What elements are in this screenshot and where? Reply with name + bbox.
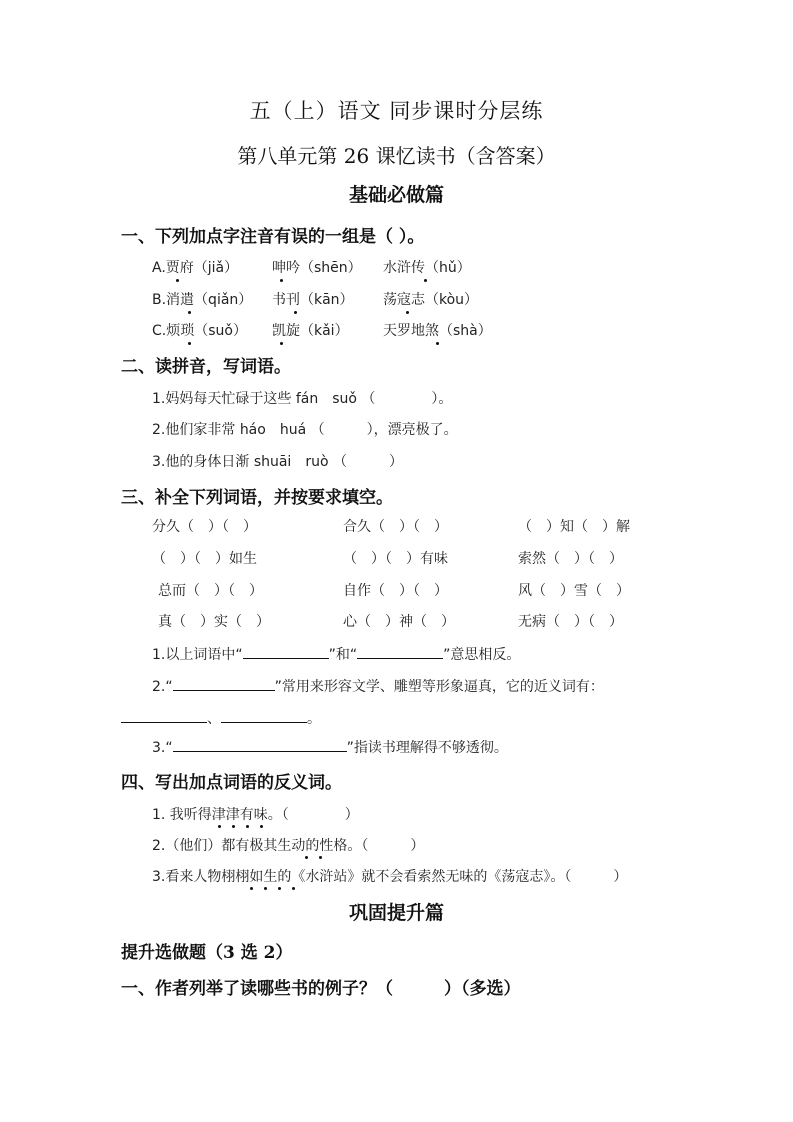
emphasis-dot — [218, 825, 221, 828]
q2-item-1 — [152, 388, 452, 408]
emphasis-dot — [260, 825, 263, 828]
question-4-title: 四、写出加点词语的反义词。 — [121, 773, 342, 793]
q4-item-2[interactable]: 2.（他们）都有极其生动的性格。（ ） — [152, 838, 425, 854]
emphasis-dot — [278, 887, 281, 890]
q2-item-3-text: 3.他的身体日渐 — [152, 454, 250, 470]
q2-item-2-text: 2.他们家非常 — [152, 422, 236, 438]
q3-sub-1 — [152, 643, 520, 664]
q3-sub-3-text-a: 3.“ — [152, 740, 173, 756]
q3-sub-2-blank-2[interactable] — [121, 707, 207, 723]
q2-item-3 — [152, 451, 403, 471]
emphasis-dot — [436, 342, 439, 345]
emphasis-dot — [188, 342, 191, 345]
q3-sub-2-text-b: ”常用来形容文学、雕塑等形象逼真，它的近义词有： — [274, 679, 604, 695]
q1-option-c-3: 天罗地煞（shà） — [383, 323, 492, 339]
emphasis-dot — [305, 856, 308, 859]
q2-item-2 — [152, 419, 458, 439]
emphasis-dot — [188, 311, 191, 314]
q2-item-1-text: 1.妈妈每天忙碌于这些 — [152, 391, 292, 407]
q3-sub-2-blank-1[interactable] — [173, 675, 275, 691]
emphasis-dot — [294, 311, 297, 314]
q1-option-a-3: 水浒传（hǔ） — [383, 260, 471, 276]
q3-sub-1-blank-1[interactable] — [243, 643, 329, 659]
q3-idiom[interactable]: 分久（ ）（ ） — [152, 519, 257, 535]
q1-option-c-2: 凯旋（kǎi） — [272, 323, 349, 339]
advanced-question-1: 一、作者列举了读哪些书的例子？（ ）（多选） — [121, 979, 521, 999]
emphasis-dot — [232, 825, 235, 828]
page-subtitle: 第八单元第 26 课忆读书（含答案） — [237, 144, 556, 168]
q3-sub-1-text-c: ”意思相反。 — [443, 647, 521, 663]
q2-item-1-pinyin: fán suǒ — [295, 391, 357, 407]
q3-idiom[interactable]: 真（ ）实（ ） — [158, 614, 270, 630]
q3-idiom[interactable]: 风（ ）雪（ ） — [518, 583, 630, 599]
question-1-title: 一、下列加点字注音有误的一组是（ ）。 — [121, 227, 425, 247]
emphasis-dot — [246, 825, 249, 828]
emphasis-dot — [424, 279, 427, 282]
q3-idiom[interactable]: （ ）（ ）有味 — [343, 551, 448, 567]
q3-sub-1-blank-2[interactable] — [357, 643, 443, 659]
q1-option-a-1: A.贾府（jiǎ） — [152, 260, 239, 276]
q4-item-1[interactable]: 1. 我听得津津有味。（ ） — [152, 807, 359, 823]
q3-idiom[interactable]: 总而（ ）（ ） — [158, 583, 263, 599]
q3-sub-1-text-b: ”和“ — [328, 647, 358, 663]
page-title: 五（上）语文 同步课时分层练 — [249, 99, 544, 123]
q3-sub-2-blank-3[interactable] — [221, 707, 307, 723]
q3-sub-3 — [152, 736, 508, 757]
emphasis-dot — [250, 887, 253, 890]
q2-item-1-answer-blank[interactable]: （ ）。 — [361, 391, 453, 407]
q3-sub-2-text-a: 2.“ — [152, 679, 173, 695]
emphasis-dot — [280, 279, 283, 282]
q3-sub-3-blank[interactable] — [173, 736, 347, 752]
q3-sub-2-synonyms — [121, 707, 321, 728]
q2-item-2-answer-blank[interactable]: （ ），漂亮极了。 — [310, 422, 458, 438]
q1-option-a-2: 呻吟（shēn） — [272, 260, 362, 276]
q3-idiom[interactable]: 心（ ）神（ ） — [343, 614, 455, 630]
q3-sub-2-end: 。 — [307, 711, 321, 727]
emphasis-dot — [292, 887, 295, 890]
emphasis-dot — [319, 856, 322, 859]
q3-idiom[interactable]: （ ）知（ ）解 — [518, 519, 630, 535]
q1-option-c-1: C.烦琐（suǒ） — [152, 323, 247, 339]
emphasis-dot — [280, 342, 283, 345]
q3-sub-2 — [152, 675, 604, 696]
advanced-subtitle: 提升选做题（3 选 2） — [121, 943, 293, 963]
emphasis-dot — [176, 279, 179, 282]
q1-option-b-3: 荡寇志（kòu） — [383, 292, 479, 308]
question-2-title: 二、读拼音，写词语。 — [121, 357, 291, 377]
q2-item-2-pinyin: háo huá — [239, 422, 307, 438]
emphasis-dot — [264, 887, 267, 890]
q3-sub-2-sep: 、 — [207, 711, 221, 727]
q3-sub-1-text-a: 1.以上词语中“ — [152, 647, 243, 663]
q1-option-b-1: B.消遣（qiǎn） — [152, 292, 253, 308]
q3-idiom[interactable]: （ ）（ ）如生 — [152, 551, 257, 567]
emphasis-dot — [406, 311, 409, 314]
section-advanced-heading: 巩固提升篇 — [348, 902, 444, 924]
q3-idiom[interactable]: 索然（ ）（ ） — [518, 551, 623, 567]
question-3-title: 三、补全下列词语，并按要求填空。 — [121, 488, 393, 508]
q3-idiom[interactable]: 无病（ ）（ ） — [518, 614, 623, 630]
q2-item-3-answer-blank[interactable]: （ ） — [332, 454, 403, 470]
q2-item-3-pinyin: shuāi ruò — [253, 454, 329, 470]
q4-item-3[interactable]: 3.看来人物栩栩如生的《水浒站》就不会看索然无味的《荡寇志》。（ ） — [152, 869, 628, 885]
q3-idiom[interactable]: 合久（ ）（ ） — [343, 519, 448, 535]
q3-idiom[interactable]: 自作（ ）（ ） — [343, 583, 448, 599]
q3-sub-3-text-b: ”指读书理解得不够透彻。 — [346, 740, 508, 756]
q1-option-b-2: 书刊（kān） — [272, 292, 354, 308]
section-basic-heading: 基础必做篇 — [348, 184, 444, 206]
